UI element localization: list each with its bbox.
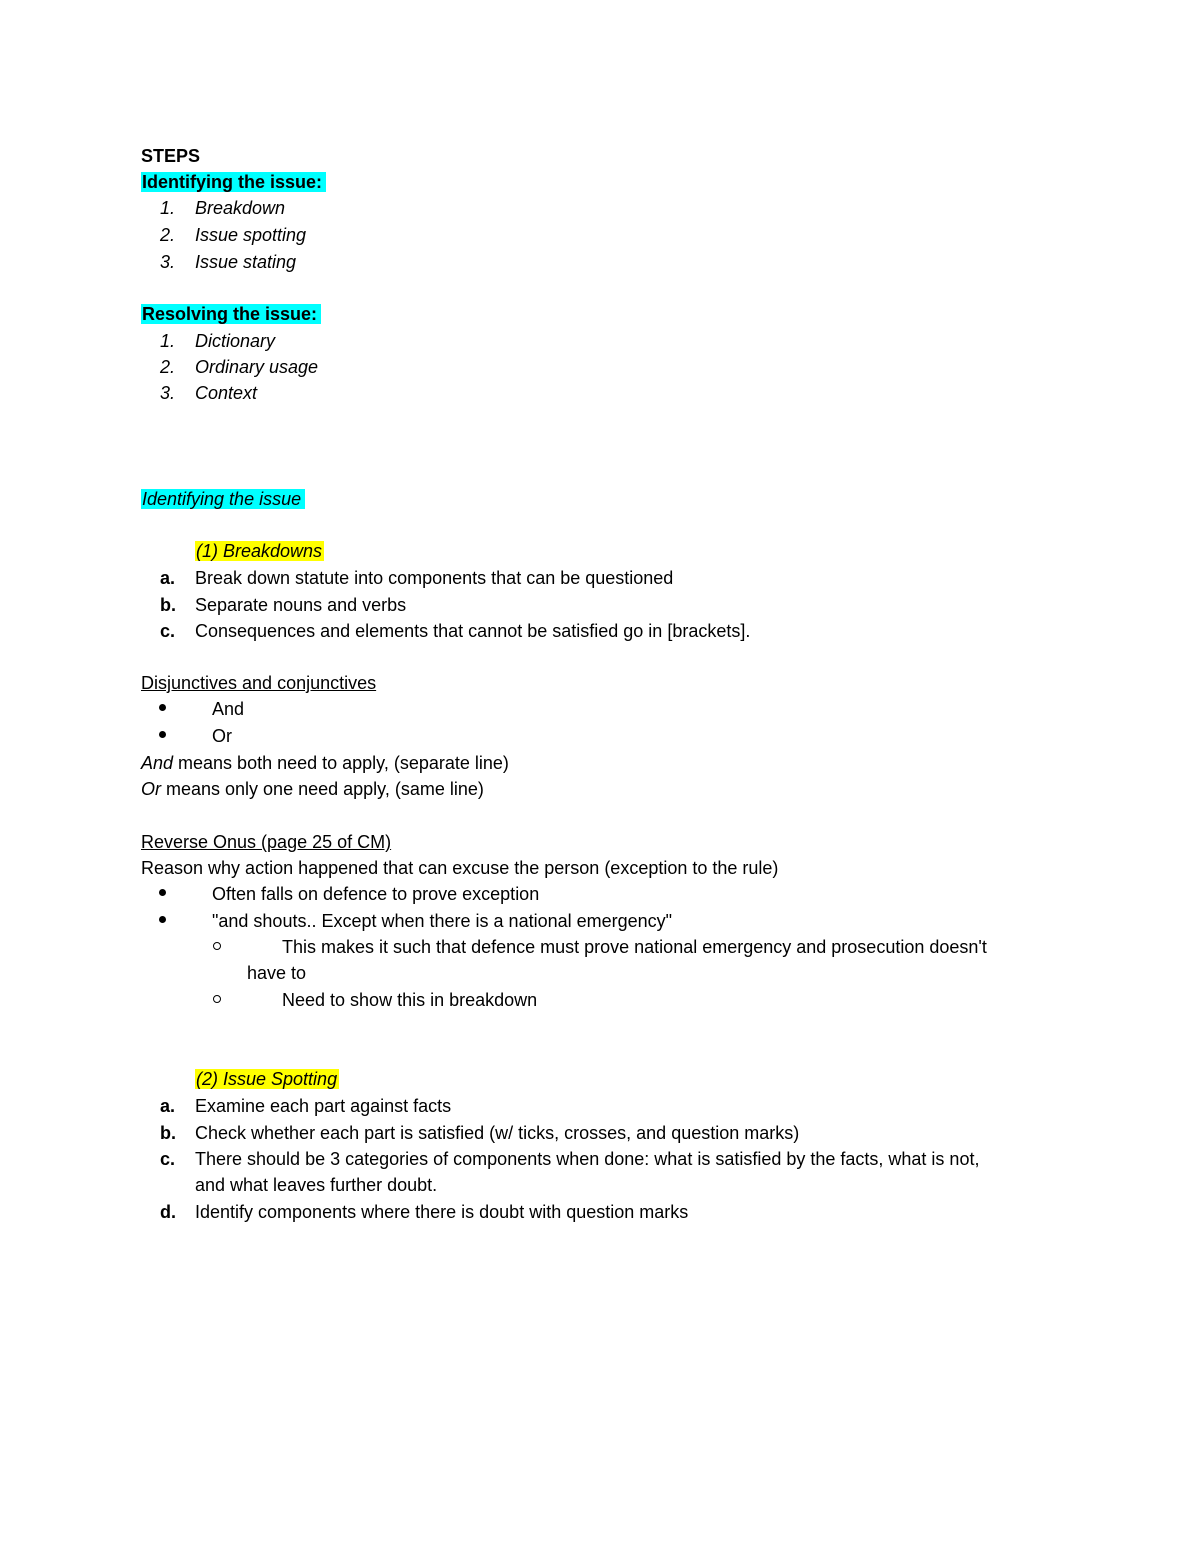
sub-bullet-ring [213,995,221,1003]
list-marker: 3. [160,383,176,403]
sub-list-item: This makes it such that defence must prove national emergency and prosecution doesn't [282,937,987,957]
bullet-dot [159,704,166,711]
list-marker: 2. [160,225,176,245]
list-marker: 2. [160,357,176,377]
bullet-dot [159,889,166,896]
bullet-dot [159,916,166,923]
list-item: Context [195,383,258,403]
reverse-onus-description: Reason why action happened that can excuse the person (exception to the rule) [141,858,779,878]
bullet-dot [159,731,166,738]
and-rest: means both need to apply, (separate line) [173,753,509,773]
list-item: Dictionary [195,331,276,351]
list-marker: b. [160,1123,176,1143]
list-item-continuation: and what leaves further doubt. [195,1175,438,1195]
list-item: Check whether each part is satisfied (w/ ticks, crosses, and question marks) [195,1123,800,1143]
list-item: Identify components where there is doubt with question marks [195,1202,689,1222]
list-marker: d. [160,1202,176,1222]
list-marker: a. [160,568,176,588]
list-item: Consequences and elements that cannot be satisfied go in [brackets]. [195,621,751,641]
steps-heading: STEPS [141,146,201,166]
list-marker: c. [160,1149,176,1169]
list-item: Issue spotting [195,225,307,245]
list-item: "and shouts.. Except when there is a national emergency" [212,911,673,931]
issue-spotting-heading: (2) Issue Spotting [196,1069,338,1089]
list-item: Breakdown [195,198,286,218]
list-item: Examine each part against facts [195,1096,452,1116]
identifying-heading: Identifying the issue: [141,171,326,193]
list-marker: b. [160,595,176,615]
sub-list-item: Need to show this in breakdown [282,990,538,1010]
list-marker: a. [160,1096,176,1116]
list-marker: 1. [160,198,176,218]
list-item: Separate nouns and verbs [195,595,407,615]
list-item: There should be 3 categories of components when done: what is satisfied by the facts, what is not, [195,1149,980,1169]
list-marker: 3. [160,252,176,272]
section-title: Identifying the issue [141,488,305,510]
breakdowns-heading: (1) Breakdowns [196,541,323,561]
list-item: Often falls on defence to prove exception [212,884,540,904]
list-item: Ordinary usage [195,357,319,377]
sub-bullet-ring [213,942,221,950]
or-explanation [141,778,484,800]
and-word: And [141,753,174,773]
list-item: Issue stating [195,252,297,272]
list-marker: c. [160,621,176,641]
list-item: Break down statute into components that can be questioned [195,568,674,588]
or-rest: means only one need apply, (same line) [161,779,484,799]
list-item: Or [212,726,232,746]
list-item: And [212,699,245,719]
list-marker: 1. [160,331,176,351]
reverse-onus-heading: Reverse Onus (page 25 of CM) [141,832,392,852]
sub-list-item-continuation: have to [247,963,307,983]
disjunctives-heading: Disjunctives and conjunctives [141,673,377,693]
and-explanation [141,752,509,774]
resolving-heading: Resolving the issue: [141,303,321,325]
or-word: Or [141,779,161,799]
